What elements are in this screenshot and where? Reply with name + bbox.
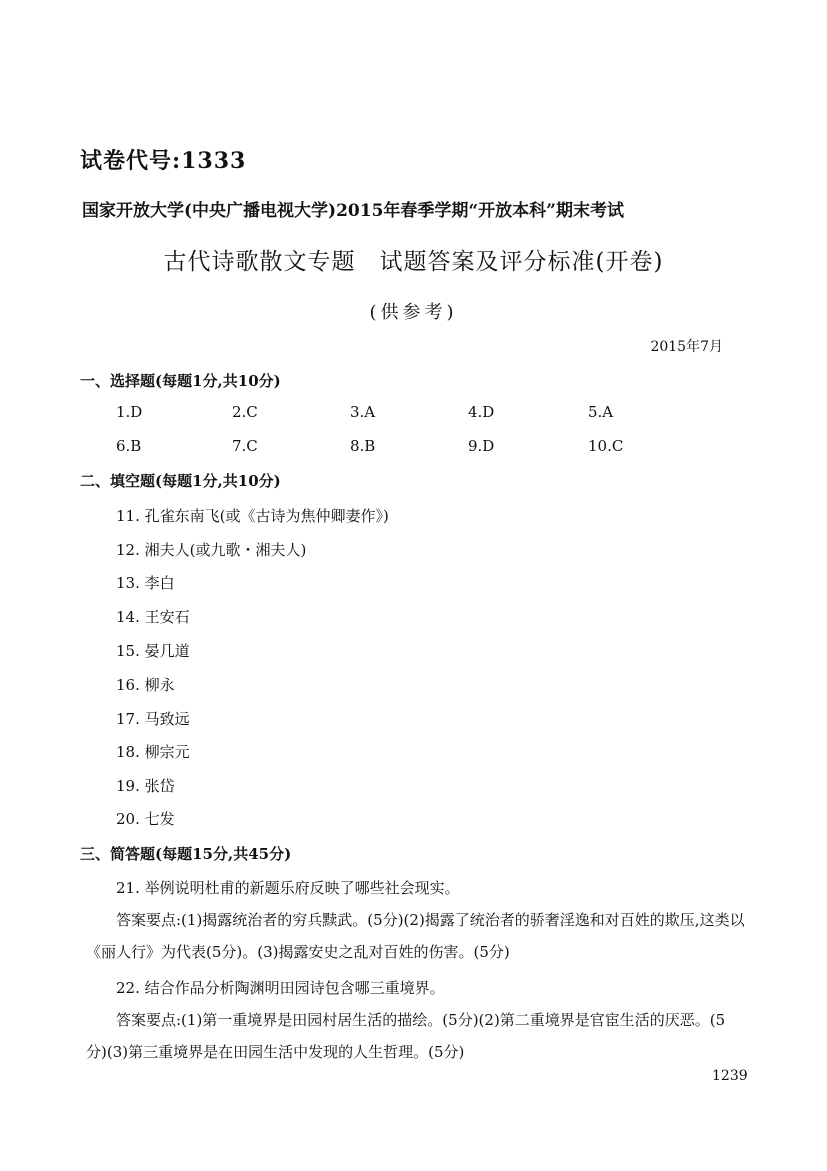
fill-answer: 13. 李白 xyxy=(116,574,175,592)
fill-answer: 14. 王安石 xyxy=(116,608,190,626)
exam-subtitle: 国家开放大学(中央广播电视大学)2015年春季学期“开放本科”期末考试 xyxy=(82,201,624,221)
choice-answer: 5.A xyxy=(588,403,614,421)
page-number: 1239 xyxy=(712,1068,748,1084)
fill-answer: 20. 七发 xyxy=(116,810,175,828)
section-heading-choice: 一、选择题(每题1分,共10分) xyxy=(80,372,281,390)
choice-answer: 10.C xyxy=(588,437,624,455)
question-22: 22. 结合作品分析陶渊明田园诗包含哪三重境界。 xyxy=(116,979,445,997)
section-heading-fill: 二、填空题(每题1分,共10分) xyxy=(80,472,281,490)
choice-answer: 2.C xyxy=(232,403,258,421)
fill-answer: 12. 湘夫人(或九歌・湘夫人) xyxy=(116,541,307,559)
section-heading-short-answer: 三、简答题(每题15分,共45分) xyxy=(80,845,292,863)
page-title: 古代诗歌散文专题 试题答案及评分标准(开卷) xyxy=(163,249,664,275)
choice-answer: 6.B xyxy=(116,437,142,455)
fill-answer: 17. 马致远 xyxy=(116,710,190,728)
choice-answer: 8.B xyxy=(350,437,376,455)
choice-answer: 1.D xyxy=(116,403,143,421)
choice-answer: 7.C xyxy=(232,437,258,455)
choice-answer: 4.D xyxy=(468,403,495,421)
fill-answer: 11. 孔雀东南飞(或《古诗为焦仲卿妻作》) xyxy=(116,507,389,525)
paper-code: 试卷代号:1333 xyxy=(80,148,247,174)
fill-answer: 18. 柳宗元 xyxy=(116,743,190,761)
fill-answer: 19. 张岱 xyxy=(116,777,175,795)
question-21: 21. 举例说明杜甫的新题乐府反映了哪些社会现实。 xyxy=(116,879,460,897)
choice-answer: 9.D xyxy=(468,437,495,455)
exam-date: 2015年7月 xyxy=(650,339,723,355)
choice-answer: 3.A xyxy=(350,403,376,421)
answer-21: 答案要点:(1)揭露统治者的穷兵黩武。(5分)(2)揭露了统治者的骄奢淫逸和对百姓的欺压,这类以《丽人行》为代表(5分)。(3)揭露安史之乱对百姓的伤害。(5分) xyxy=(86,911,745,961)
reference-note: (供参考) xyxy=(369,302,458,323)
answer-22: 答案要点:(1)第一重境界是田园村居生活的描绘。(5分)(2)第二重境界是官宦生活的厌恶。(5分)(3)第三重境界是在田园生活中发现的人生哲理。(5分) xyxy=(86,1011,726,1061)
fill-answer: 15. 晏几道 xyxy=(116,642,190,660)
fill-answer: 16. 柳永 xyxy=(116,676,175,694)
